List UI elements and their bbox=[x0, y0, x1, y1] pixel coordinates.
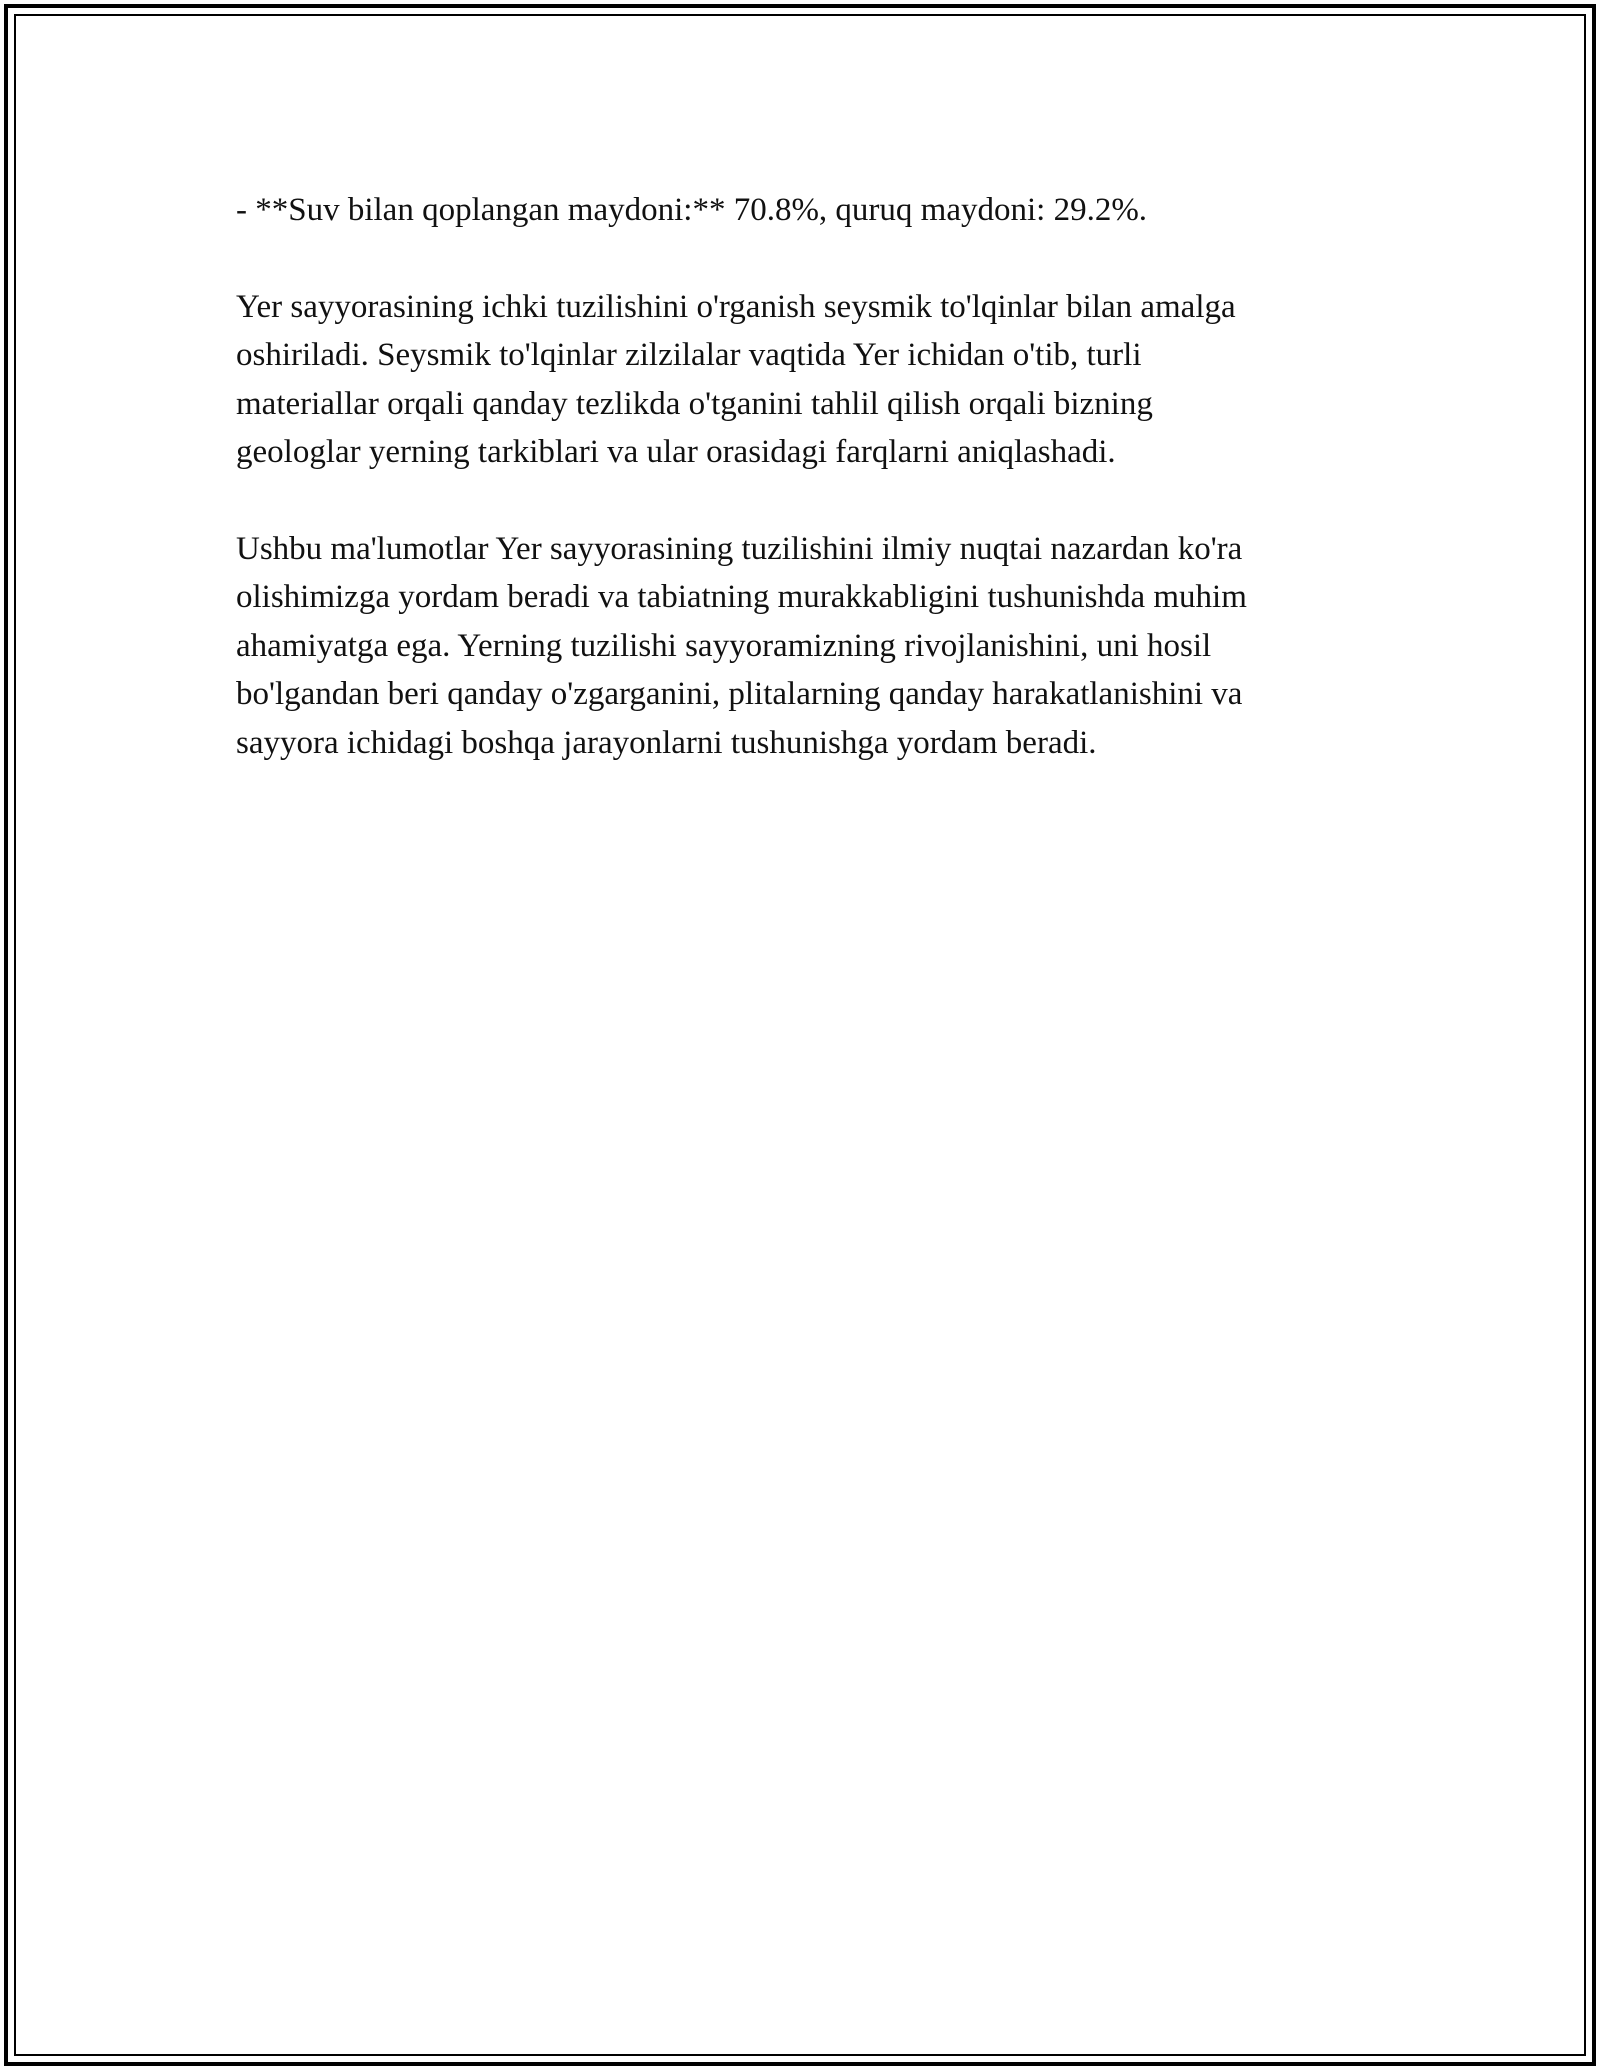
text-line: bo'lgandan beri qanday o'zgarganini, plitalarning qanday harakatlanishini va bbox=[236, 676, 1243, 712]
text-line: - **Suv bilan qoplangan maydoni:** 70.8%, quruq maydoni: 29.2%. bbox=[236, 192, 1148, 228]
paragraph-water-coverage bbox=[236, 186, 1376, 235]
paragraph-significance bbox=[236, 525, 1376, 768]
document-body bbox=[236, 186, 1376, 815]
text-line: Yer sayyorasining ichki tuzilishini o'rganish seysmik to'lqinlar bilan amalga bbox=[236, 288, 1236, 325]
text-line: ahamiyatga ega. Yerning tuzilishi sayyoramizning rivojlanishini, uni hosil bbox=[236, 627, 1212, 664]
text-line: oshiriladi. Seysmik to'lqinlar zilzilalar vaqtida Yer ichidan o'tib, turli bbox=[236, 337, 1142, 373]
paragraph-seismic-study bbox=[236, 283, 1376, 477]
text-line: geologlar yerning tarkiblari va ular orasidagi farqlarni aniqlashadi. bbox=[236, 434, 1116, 470]
text-line: materiallar orqali qanday tezlikda o'tganini tahlil qilish orqali bizning bbox=[236, 385, 1153, 422]
text-line: sayyora ichidagi boshqa jarayonlarni tushunishga yordam beradi. bbox=[236, 724, 1097, 761]
text-line: Ushbu ma'lumotlar Yer sayyorasining tuzilishini ilmiy nuqtai nazardan ko'ra bbox=[236, 530, 1243, 567]
text-line: olishimizga yordam beradi va tabiatning murakkabligini tushunishda muhim bbox=[236, 579, 1247, 615]
